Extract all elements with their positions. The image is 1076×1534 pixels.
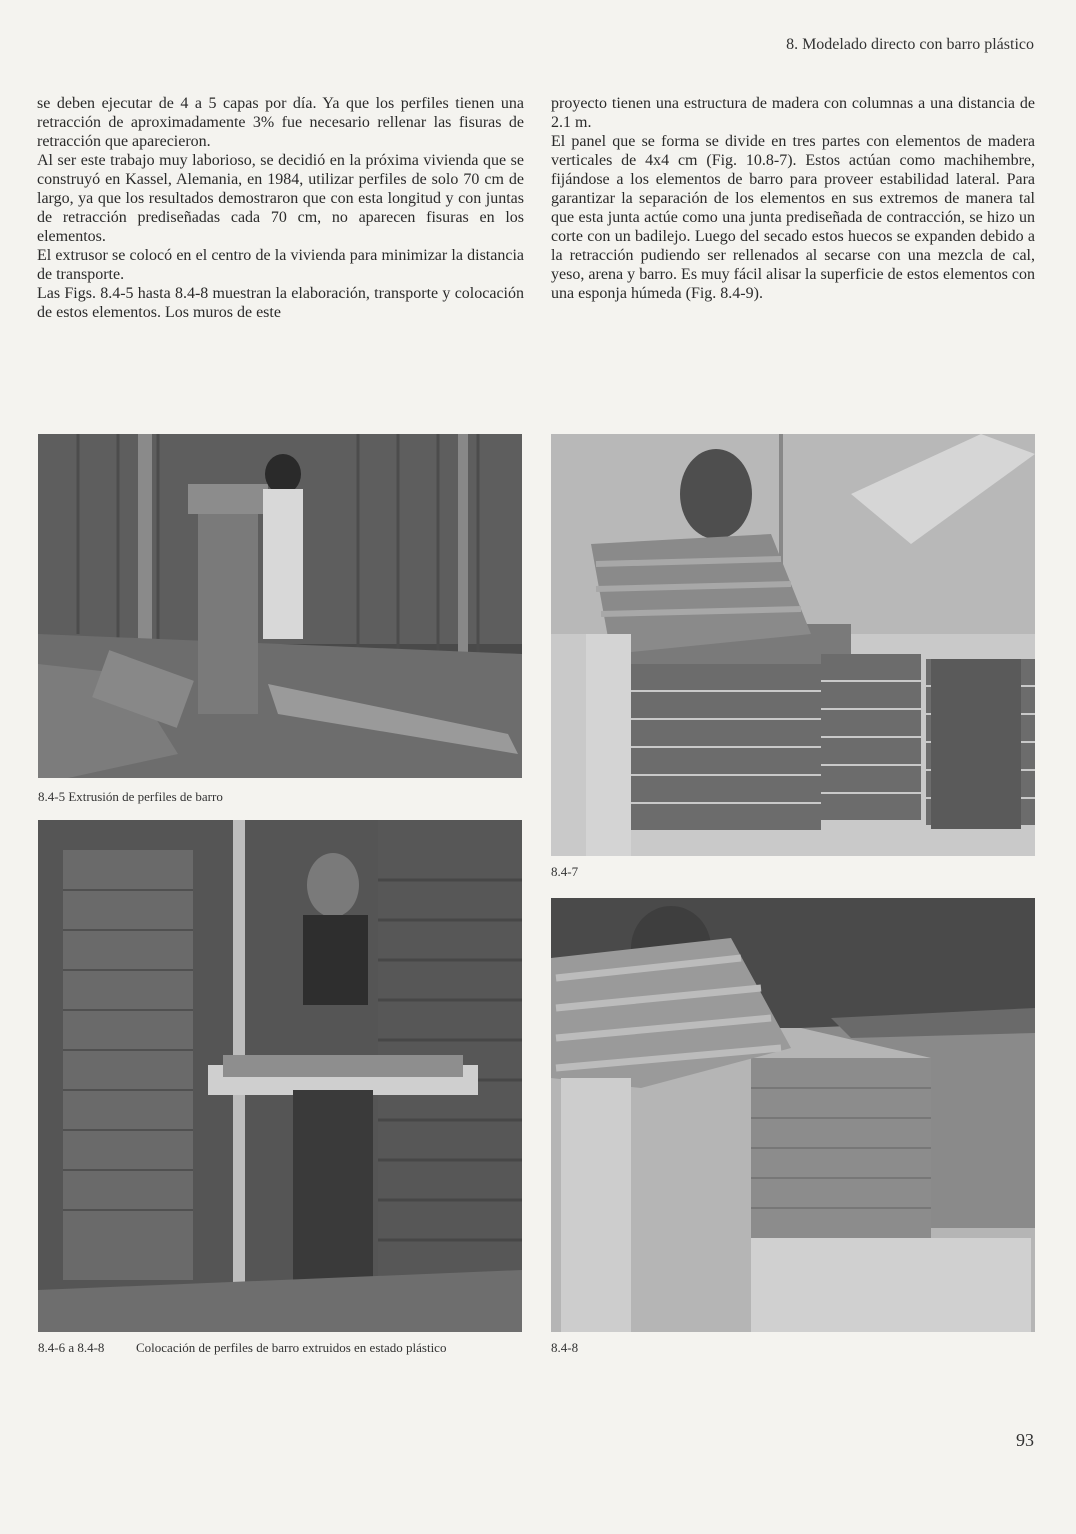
paragraph: proyecto tienen una estructura de madera con columnas a una distancia de 2.1 m. bbox=[551, 95, 1035, 131]
running-header: 8. Modelado directo con barro plástico bbox=[786, 36, 1034, 53]
figure-caption: 8.4-7 bbox=[551, 864, 579, 879]
right-text-column bbox=[551, 94, 1035, 303]
figure-caption: 8.4-8 bbox=[551, 1340, 579, 1355]
photo-carrying-profile bbox=[38, 820, 522, 1332]
left-text-column bbox=[37, 94, 524, 322]
photo-stacking-profiles bbox=[551, 434, 1035, 856]
photo-placing-profiles bbox=[551, 898, 1035, 1332]
figure-caption bbox=[38, 1340, 478, 1356]
paragraph: El extrusor se colocó en el centro de la vivienda para minimizar la distancia de transporte. bbox=[37, 247, 524, 283]
paragraph: Las Figs. 8.4-5 hasta 8.4-8 muestran la elaboración, transporte y colocación de estos elementos. Los muros de este bbox=[37, 285, 524, 321]
figure-caption-text: Colocación de perfiles de barro extruidos en estado plástico bbox=[136, 1340, 447, 1355]
paragraph: se deben ejecutar de 4 a 5 capas por día. Ya que los perfiles tienen una retracción de aproximadamente 3% fue necesario rellenar las fisuras de retracción que aparecieron. bbox=[37, 95, 524, 150]
paragraph: Al ser este trabajo muy laborioso, se decidió en la próxima vivienda que se construyó en Kassel, Alemania, en 1984, utilizar perfiles de solo 70 cm de largo, ya que los resultados demostraron que con esta longitud y con juntas de retracción prediseñadas cada 70 cm, no aparecen fisuras en los elementos. bbox=[37, 152, 524, 245]
page-number: 93 bbox=[1016, 1430, 1034, 1450]
paragraph: El panel que se forma se divide en tres partes con elementos de madera verticales de 4x4 cm (Fig. 10.8-7). Estos actúan como machihembre, fijándose a los elementos de barro para proveer estabilidad lateral. Para garantizar la separación de los elementos en sus extremos de manera tal que esta junta actúe como una junta prediseñada de contracción, se hizo un corte con un badilejo. Luego del secado estos huecos se expanden debido a la retracción pudiendo ser rellenados al secarse con una mezcla de cal, yeso, arena y barro. Es muy fácil alisar la superficie de estos elementos con una esponja húmeda (Fig. 8.4-9). bbox=[551, 133, 1035, 302]
figure-number: 8.4-6 a 8.4-8 bbox=[38, 1340, 105, 1355]
figure-caption: 8.4-5 Extrusión de perfiles de barro bbox=[38, 789, 223, 804]
photo-extrusion bbox=[38, 434, 522, 778]
